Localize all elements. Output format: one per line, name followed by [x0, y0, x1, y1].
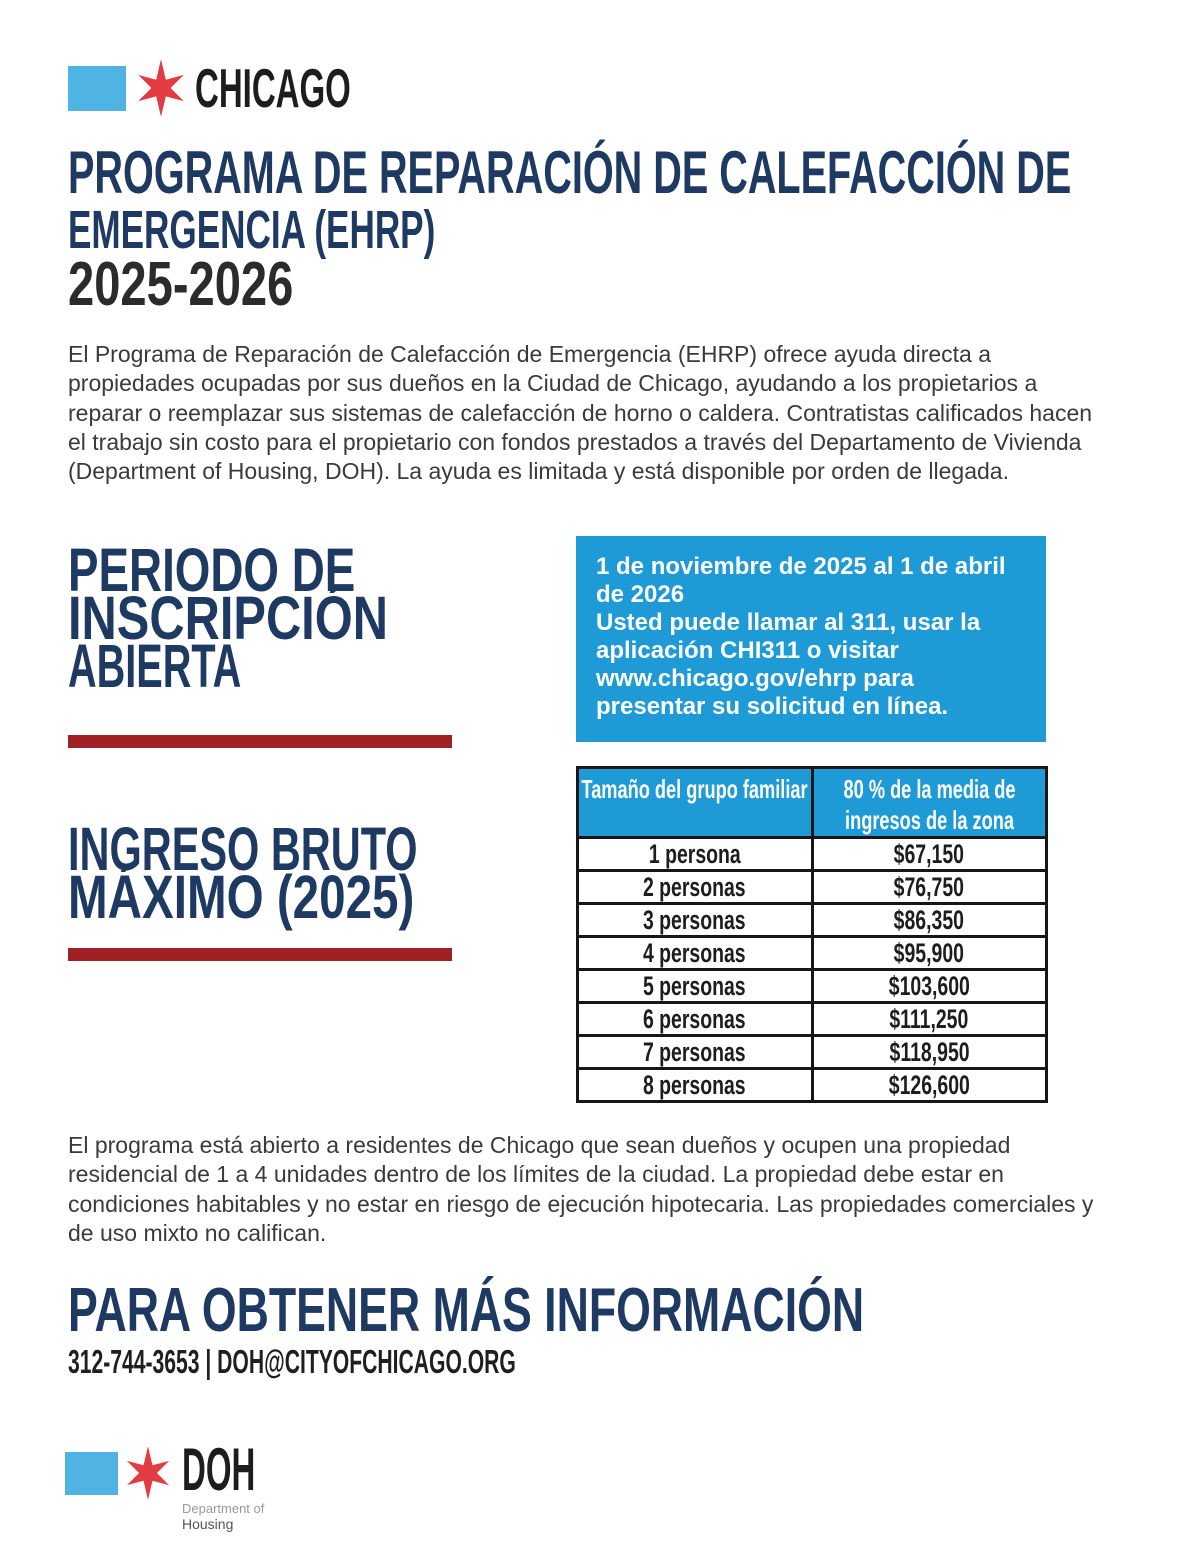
income-limit-cell: $86,350	[812, 904, 1047, 937]
header-ami-limit: 80 % de la media de ingresos de la zona	[812, 768, 1047, 838]
enrollment-heading-line1: PERIODO DE	[68, 536, 356, 604]
income-underline	[68, 948, 452, 961]
income-limit-cell: $118,950	[812, 1036, 1047, 1069]
income-limit-cell: $67,150	[812, 838, 1047, 871]
doh-star-icon	[122, 1446, 174, 1500]
income-heading	[68, 815, 582, 931]
income-limit-cell: $126,600	[812, 1069, 1047, 1102]
title-line-3: 2025-2026	[68, 250, 294, 319]
table-row	[578, 1036, 1047, 1069]
chicago-wordmark: CHICAGO	[195, 57, 351, 119]
income-table	[576, 766, 1048, 1103]
household-size-cell: 1 persona	[578, 838, 813, 871]
enrollment-info-box	[576, 536, 1046, 742]
doh-subtitle-line1: Department of	[182, 1501, 265, 1516]
income-table-body	[578, 838, 1047, 1102]
chicago-logo	[68, 58, 455, 118]
enrollment-heading-line2: INSCRIPCIÓN	[68, 584, 388, 652]
household-size-cell: 8 personas	[578, 1069, 813, 1102]
enrollment-instructions: Usted puede llamar al 311, usar la aplicación CHI311 o visitar www.chicago.gov/ehrp para presentar su solicitud en línea.	[596, 609, 981, 720]
table-row	[578, 1069, 1047, 1102]
income-limit-cell: $103,600	[812, 970, 1047, 1003]
income-limit-cell: $76,750	[812, 871, 1047, 904]
income-limit-cell: $95,900	[812, 937, 1047, 970]
doh-wordmark: DOH	[182, 1436, 256, 1503]
contact-line: 312-744-3653 | DOH@CITYOFCHICAGO.ORG	[68, 1343, 516, 1380]
income-table-header-row	[578, 768, 1047, 838]
table-row	[578, 904, 1047, 937]
household-size-cell: 5 personas	[578, 970, 813, 1003]
household-size-cell: 7 personas	[578, 1036, 813, 1069]
header-household-size: Tamaño del grupo familiar	[578, 768, 813, 838]
title-line-1: PROGRAMA DE REPARACIÓN DE CALEFACCIÓN DE	[68, 139, 1072, 206]
table-row	[578, 838, 1047, 871]
enrollment-heading	[68, 536, 468, 700]
table-row	[578, 937, 1047, 970]
household-size-cell: 3 personas	[578, 904, 813, 937]
title-line-2: EMERGENCIA (EHRP)	[68, 200, 436, 260]
enrollment-heading-line3: ABIERTA	[68, 632, 242, 700]
chicago-star-icon	[133, 58, 189, 118]
income-heading-line2: MÁXIMO (2025)	[68, 863, 415, 931]
more-info-section	[68, 1276, 1174, 1380]
table-row	[578, 871, 1047, 904]
enrollment-underline	[68, 735, 452, 748]
household-size-cell: 2 personas	[578, 871, 813, 904]
income-heading-line1: INGRESO BRUTO	[68, 815, 418, 883]
household-size-cell: 4 personas	[578, 937, 813, 970]
page-title	[68, 139, 1200, 319]
enrollment-dates: 1 de noviembre de 2025 al 1 de abril de 2026	[596, 553, 1006, 608]
table-row	[578, 1003, 1047, 1036]
intro-paragraph: El Programa de Reparación de Calefacción de Emergencia (EHRP) ofrece ayuda directa a propiedades ocupadas por sus dueños en la Ciudad de Chicago, ayudando a los propietarios a reparar o reemplazar sus sistemas de calefacción de horno o caldera. Contratistas calificados hacen el trabajo sin costo para el propietario con fondos prestados a través del Departamento de Vivienda (Department of Housing, DOH). La ayuda es limitada y está disponible por orden de llegada.	[68, 341, 1093, 485]
doh-logo	[65, 1436, 315, 1532]
table-row	[578, 970, 1047, 1003]
chicago-flag-square	[68, 66, 126, 111]
household-size-cell: 6 personas	[578, 1003, 813, 1036]
income-limit-cell: $111,250	[812, 1003, 1047, 1036]
doh-subtitle-line2: Housing	[182, 1516, 234, 1532]
eligibility-paragraph: El programa está abierto a residentes de Chicago que sean dueños y ocupen una propiedad residencial de 1 a 4 unidades dentro de los límites de la ciudad. La propiedad debe estar en condiciones habitables y no estar en riesgo de ejecución hipotecaria. Las propiedades comerciales y de uso mixto no califican.	[68, 1132, 1094, 1246]
doh-flag-square	[65, 1452, 118, 1495]
doh-text-block	[182, 1436, 315, 1532]
more-info-heading: PARA OBTENER MÁS INFORMACIÓN	[68, 1276, 865, 1345]
